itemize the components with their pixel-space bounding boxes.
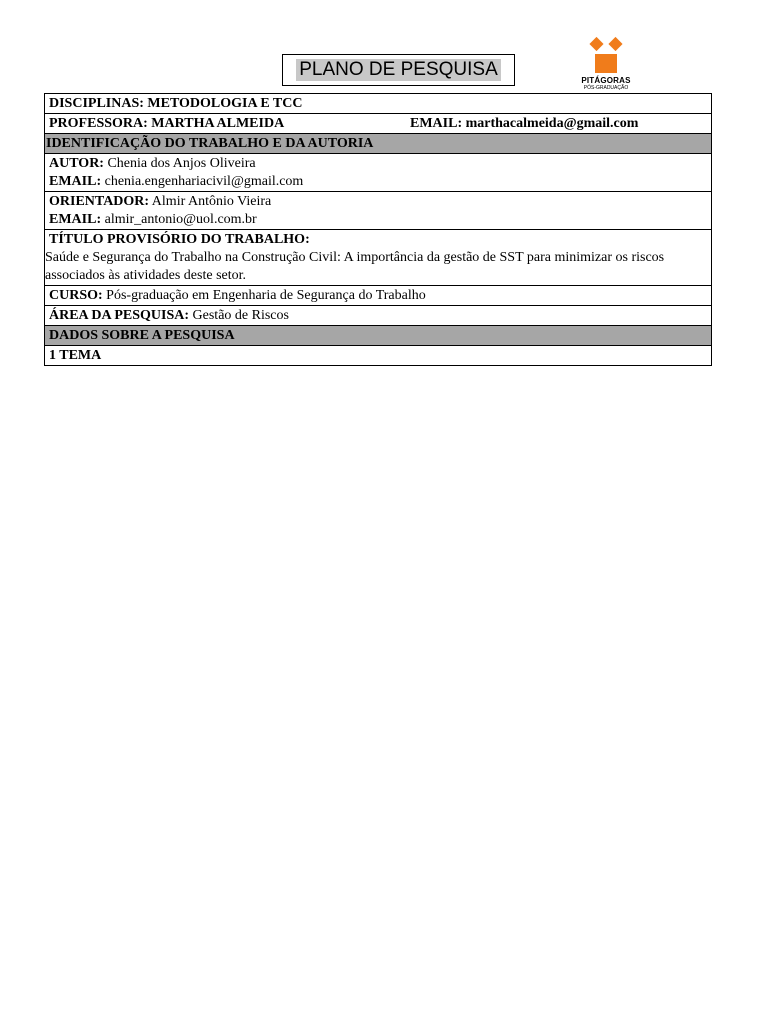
disciplinas-row	[45, 94, 711, 114]
orientador-email-value: almir_antonio@uol.com.br	[101, 212, 257, 227]
professora-row	[45, 114, 711, 134]
titulo-value: Saúde e Segurança do Trabalho na Construção Civil: A importância da gestão de SST para minimizar os riscos associados às atividades deste setor.	[45, 250, 665, 283]
title-box	[282, 54, 515, 86]
tema-row	[45, 346, 711, 365]
research-plan-form	[44, 93, 712, 366]
orientador-label: ORIENTADOR:	[49, 194, 150, 209]
curso-label: CURSO:	[49, 288, 103, 303]
tema-label: 1 TEMA	[49, 348, 102, 363]
professora-text: PROFESSORA: MARTHA ALMEIDA	[49, 116, 285, 131]
orientador-block	[45, 192, 711, 230]
professora-email: EMAIL: marthacalmeida@gmail.com	[410, 116, 639, 131]
curso-row	[45, 286, 711, 306]
autor-label: AUTOR:	[49, 156, 104, 171]
curso-value: Pós-graduação em Engenharia de Segurança do Trabalho	[102, 288, 426, 303]
autor-email-label: EMAIL:	[49, 174, 102, 189]
disciplinas-text: DISCIPLINAS: METODOLOGIA E TCC	[49, 96, 303, 111]
area-label: ÁREA DA PESQUISA:	[49, 308, 190, 323]
logo-name: PITÁGORAS	[581, 76, 631, 85]
autor-email-value: chenia.engenhariacivil@gmail.com	[101, 174, 304, 189]
pitagoras-logo	[578, 36, 634, 94]
logo-subtitle: PÓS-GRADUAÇÃO	[583, 85, 629, 91]
autor-block	[45, 154, 711, 192]
section-dados	[45, 326, 711, 346]
orientador-email-label: EMAIL:	[49, 212, 102, 227]
autor-value: Chenia dos Anjos Oliveira	[103, 156, 256, 171]
logo-icon	[578, 36, 634, 76]
titulo-label: TÍTULO PROVISÓRIO DO TRABALHO:	[49, 232, 310, 247]
section-identificacao	[45, 134, 711, 154]
page-title: PLANO DE PESQUISA	[296, 59, 501, 81]
area-value: Gestão de Riscos	[189, 308, 289, 323]
titulo-block	[45, 230, 711, 286]
section-identificacao-title: IDENTIFICAÇÃO DO TRABALHO E DA AUTORIA	[46, 136, 374, 151]
section-dados-title: DADOS SOBRE A PESQUISA	[49, 328, 235, 343]
orientador-value: Almir Antônio Vieira	[149, 194, 272, 209]
area-row	[45, 306, 711, 326]
